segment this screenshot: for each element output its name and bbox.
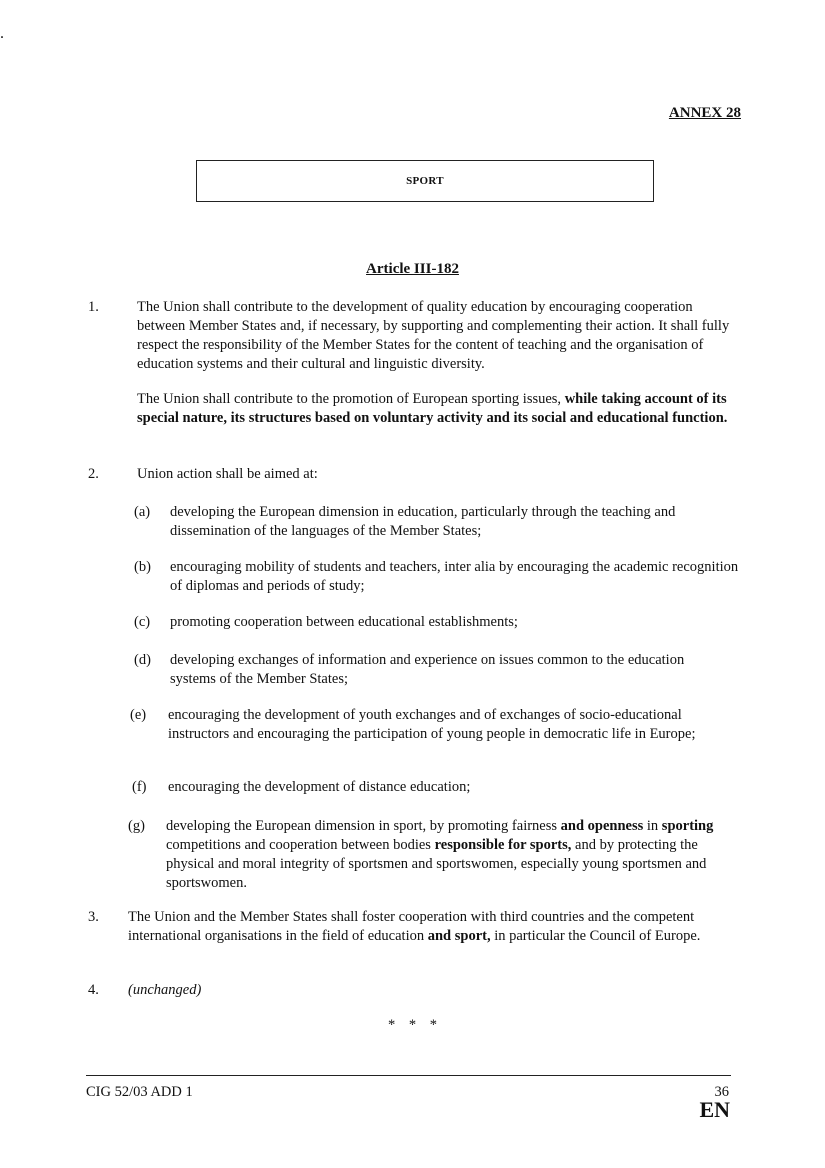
- item-e-label: (e): [130, 707, 147, 723]
- item-a-text: developing the European dimension in education, particularly through the teaching and dissemination of the languages of the Member States;: [170, 504, 676, 539]
- section-title: SPORT: [406, 174, 444, 187]
- stray-mark: .: [0, 25, 4, 42]
- item-b-label: (b): [134, 559, 151, 575]
- item-g-text: developing the European dimension in sport, by promoting fairness and openness in sporting competitions and cooperation between bodies responsible for sports, and by protecting the physical and moral integrity of sportsmen and sportswomen, especially young sportsmen and sportswomen.: [166, 818, 714, 891]
- section-box: [196, 160, 654, 202]
- paragraph-4-number: 4.: [88, 982, 99, 998]
- paragraph-1-sport-text: The Union shall contribute to the promotion of European sporting issues, while taking account of its special nature, its structures based on voluntary activity and its social and educational function.: [137, 391, 728, 426]
- item-f-text: encouraging the development of distance education;: [168, 779, 471, 795]
- item-b-text: encouraging mobility of students and teachers, inter alia by encouraging the academic recognition of diplomas and periods of study;: [170, 559, 739, 594]
- footer-page-number: 36: [714, 1084, 729, 1100]
- item-c-label: (c): [134, 614, 151, 630]
- paragraph-2-intro: Union action shall be aimed at:: [137, 466, 318, 482]
- footer-divider: [86, 1075, 731, 1076]
- item-c-text: promoting cooperation between educational establishments;: [170, 614, 518, 630]
- paragraph-3-text: The Union and the Member States shall foster cooperation with third countries and the competent international organisations in the field of education and sport, in particular the Council of Europe.: [128, 909, 701, 944]
- article-title: Article III-182: [366, 261, 459, 277]
- paragraph-4-text: (unchanged): [128, 982, 202, 998]
- item-d-label: (d): [134, 652, 151, 668]
- item-a-label: (a): [134, 504, 151, 520]
- item-g-label: (g): [128, 818, 145, 834]
- item-d-text: developing exchanges of information and experience on issues common to the education systems of the Member States;: [170, 652, 685, 687]
- footer-doc-ref: CIG 52/03 ADD 1: [86, 1084, 193, 1100]
- item-e-text: encouraging the development of youth exchanges and of exchanges of socio-educational instructors and encouraging the participation of young people in democratic life in Europe;: [168, 707, 696, 742]
- footer-language: EN: [699, 1097, 730, 1122]
- paragraph-3-number: 3.: [88, 909, 99, 925]
- annex-label: ANNEX 28: [668, 105, 741, 121]
- paragraph-2-number: 2.: [88, 466, 99, 482]
- paragraph-1-number: 1.: [88, 299, 99, 315]
- separator-stars: * * *: [388, 1017, 437, 1033]
- paragraph-1-text: The Union shall contribute to the development of quality education by encouraging cooperation between Member States and, if necessary, by supporting and complementing their action. It shall fully respect the responsibility of the Member States for the content of teaching and the organisation of education systems and their cultural and linguistic diversity.: [137, 299, 730, 372]
- item-f-label: (f): [132, 779, 147, 795]
